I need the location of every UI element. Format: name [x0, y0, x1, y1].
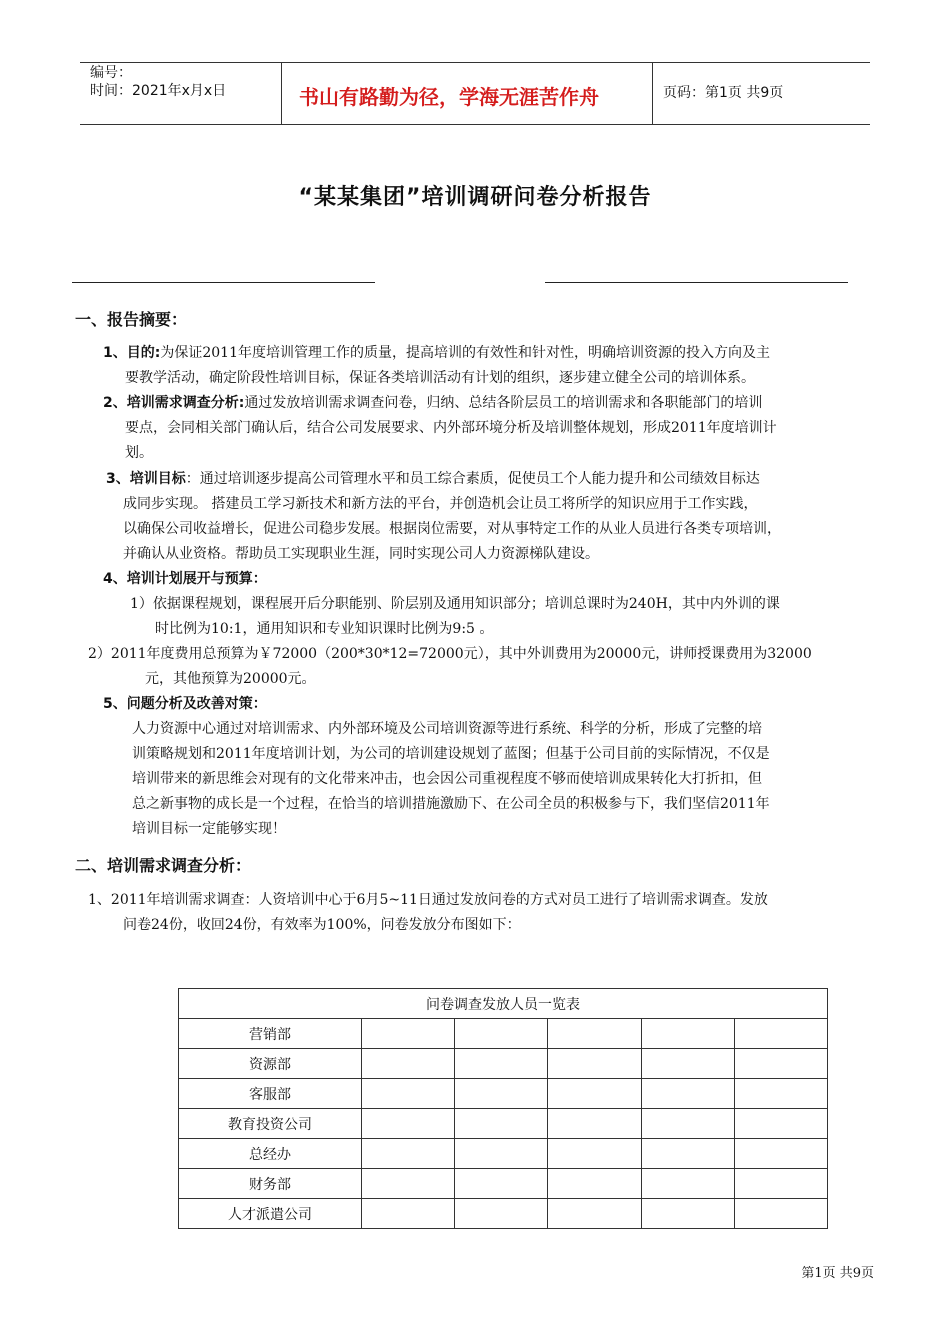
table-cell [734, 1019, 827, 1049]
table-cell [734, 1139, 827, 1169]
survey-text-2: 问卷24份，收回24份，有效率为100%，问卷发放分布图如下： [123, 917, 521, 933]
document-number-label: 编号： [90, 65, 132, 81]
goals-text-4: 并确认从业资格。帮助员工实现职业生涯，同时实现公司人力资源梯队建设。 [123, 546, 599, 562]
document-time-label: 时间：2021年x月x日 [90, 83, 227, 99]
table-row [179, 1019, 828, 1049]
table-cell [455, 1049, 548, 1079]
problem-analysis-text-3: 培训带来的新思维会对现有的文化带来冲击，也会因公司重视程度不够而使培训成果转化大打折扣，但 [132, 771, 762, 787]
row-label: 教育投资公司 [179, 1109, 362, 1139]
table-cell [734, 1049, 827, 1079]
table-cell [362, 1169, 455, 1199]
table-cell [734, 1109, 827, 1139]
header-separator-left [281, 62, 282, 124]
problem-analysis-label: 5、问题分析及改善对策： [103, 696, 267, 712]
table-cell [548, 1019, 641, 1049]
header-top-border [80, 62, 870, 63]
goals-text-2: 成同步实现。 搭建员工学习新技术和新方法的平台，并创造机会让员工将所学的知识应用于工作实践， [123, 496, 758, 512]
table-cell [734, 1169, 827, 1199]
table-cell [455, 1199, 548, 1229]
table-cell [734, 1079, 827, 1109]
header-page-label: 页码：第1页 共9页 [663, 85, 784, 101]
section-heading-needs-survey: 二、培训需求调查分析： [75, 856, 252, 875]
table-cell [455, 1139, 548, 1169]
problem-analysis-text-2: 训策略规划和2011年度培训计划，为公司的培训建设规划了蓝图；但基于公司目前的实际情况，不仅是 [132, 746, 770, 762]
row-label: 人才派遣公司 [179, 1199, 362, 1229]
header-motto: 书山有路勤为径，学海无涯苦作舟 [299, 85, 599, 109]
plan-item-2-text-2: 元，其他预算为20000元。 [145, 671, 316, 687]
table-cell [641, 1199, 734, 1229]
table-row [179, 1169, 828, 1199]
table-cell [641, 1169, 734, 1199]
row-label: 总经办 [179, 1139, 362, 1169]
row-label: 资源部 [179, 1049, 362, 1079]
survey-text-1: 1、2011年培训需求调查：人资培训中心于6月5~11日通过发放问卷的方式对员工进行了培训需求调查。发放 [88, 892, 768, 908]
needs-analysis-text-2: 要点，会同相关部门确认后，结合公司发展要求、内外部环境分析及培训整体规划，形成2011年度培训计 [125, 420, 777, 436]
survey-distribution-table [178, 988, 828, 1229]
table-cell [362, 1079, 455, 1109]
header-separator-right [652, 62, 653, 124]
problem-analysis-text-1: 人力资源中心通过对培训需求、内外部环境及公司培训资源等进行系统、科学的分析，形成了完整的培 [132, 721, 762, 737]
table-cell [548, 1079, 641, 1109]
table-row [179, 1109, 828, 1139]
table-row [179, 1079, 828, 1109]
purpose-label: 1、目的: [103, 345, 161, 361]
table-cell [362, 1019, 455, 1049]
problem-analysis-heading [103, 692, 267, 717]
plan-item-2-text-1: 2）2011年度费用总预算为￥72000（200*30*12=72000元），其中外训费用为20000元，讲师授课费用为32000 [88, 646, 812, 662]
section-heading-summary: 一、报告摘要： [75, 310, 188, 329]
table-row [179, 1139, 828, 1169]
table-cell [641, 1049, 734, 1079]
table-row [179, 1199, 828, 1229]
plan-budget-heading [103, 567, 267, 592]
problem-analysis-text-5: 培训目标一定能够实现！ [132, 821, 286, 837]
table-cell [734, 1199, 827, 1229]
table-cell [362, 1199, 455, 1229]
needs-analysis-text-3: 划。 [125, 445, 153, 461]
table-cell [641, 1139, 734, 1169]
table-cell [641, 1019, 734, 1049]
signature-line-left [72, 282, 375, 283]
goals-text-1: ：通过培训逐步提高公司管理水平和员工综合素质，促使员工个人能力提升和公司绩效目标达 [185, 471, 760, 487]
table-cell [548, 1109, 641, 1139]
table-cell [455, 1169, 548, 1199]
table-cell [362, 1139, 455, 1169]
table-cell [548, 1139, 641, 1169]
plan-budget-label: 4、培训计划展开与预算： [103, 571, 267, 587]
table-row [179, 1049, 828, 1079]
needs-analysis-label: 2、培训需求调查分析: [103, 395, 245, 411]
table-cell [548, 1169, 641, 1199]
goals-label: 3、培训目标 [106, 471, 186, 487]
needs-analysis-text-1: 通过发放培训需求调查问卷，归纳、总结各阶层员工的培训需求和各职能部门的培训 [244, 395, 763, 411]
header-bottom-border [80, 124, 870, 125]
table-cell [548, 1199, 641, 1229]
footer-page-number: 第1页 共9页 [801, 1266, 874, 1281]
summary-needs-analysis [103, 391, 762, 416]
table-cell [641, 1109, 734, 1139]
purpose-text-2: 要教学活动，确定阶段性培训目标，保证各类培训活动有计划的组织，逐步建立健全公司的培训体系。 [125, 370, 755, 386]
problem-analysis-text-4: 总之新事物的成长是一个过程，在恰当的培训措施激励下、在公司全员的积极参与下，我们坚信2011年 [132, 796, 770, 812]
table-cell [455, 1109, 548, 1139]
table-cell [455, 1019, 548, 1049]
table-cell [548, 1049, 641, 1079]
plan-item-1-text-1: 1）依据课程规划，课程展开后分职能别、阶层别及通用知识部分；培训总课时为240H，其中内外训的课 [130, 596, 780, 612]
row-label: 客服部 [179, 1079, 362, 1109]
row-label: 财务部 [179, 1169, 362, 1199]
goals-text-3: 以确保公司收益增长，促进公司稳步发展。根据岗位需要，对从事特定工作的从业人员进行各类专项培训， [123, 521, 781, 537]
table-cell [362, 1049, 455, 1079]
signature-line-right [545, 282, 848, 283]
page-title: “某某集团”培训调研问卷分析报告 [298, 185, 652, 210]
plan-item-1-text-2: 时比例为10:1，通用知识和专业知识课时比例为9:5 。 [155, 621, 494, 637]
table-caption: 问卷调查发放人员一览表 [179, 989, 828, 1019]
table-caption-row [179, 989, 828, 1019]
row-label: 营销部 [179, 1019, 362, 1049]
purpose-text-1: 为保证2011年度培训管理工作的质量，提高培训的有效性和针对性，明确培训资源的投入方向及主 [160, 345, 770, 361]
table-cell [362, 1109, 455, 1139]
summary-goals [106, 467, 760, 492]
summary-purpose [103, 341, 770, 366]
table-cell [641, 1079, 734, 1109]
table-cell [455, 1079, 548, 1109]
